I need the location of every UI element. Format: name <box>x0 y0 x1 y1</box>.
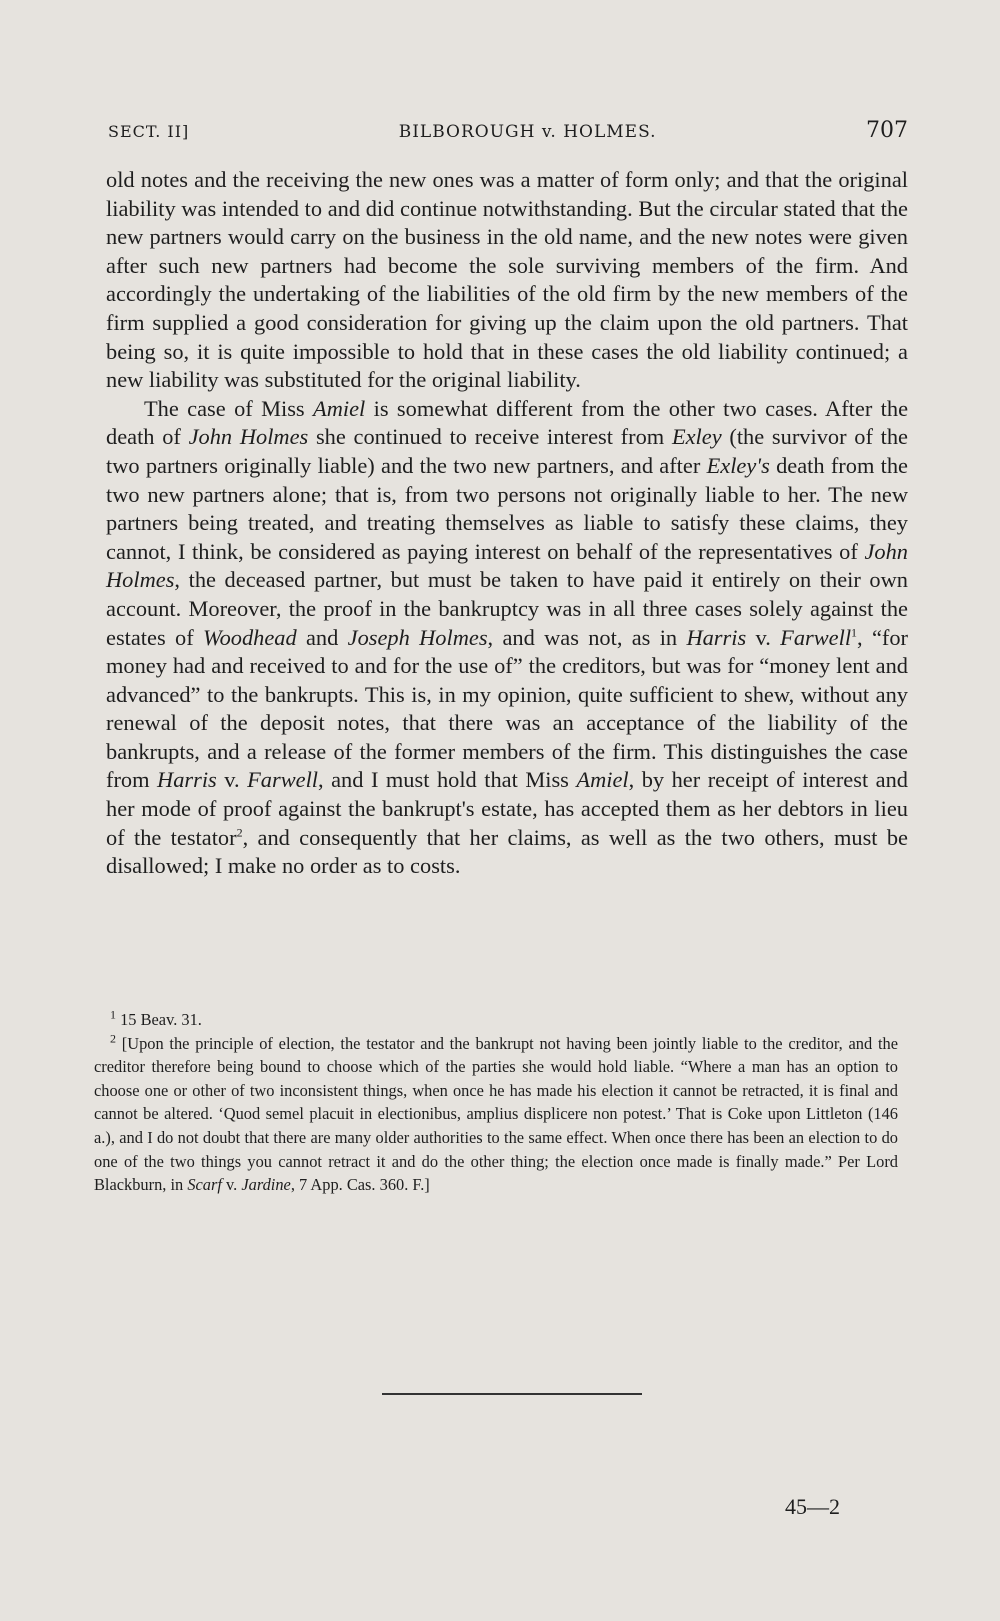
section-label: SECT. II] <box>108 122 190 141</box>
party-name: Exley <box>671 424 722 450</box>
party-name: John Holmes <box>106 538 908 593</box>
footnote-mark: 1 <box>110 1007 116 1022</box>
text-run: , and consequently that her claims, as well as the two others, must be disallowed; I make no order as to costs. <box>106 824 908 879</box>
text-run: , and was not, as in <box>487 624 687 650</box>
text-run: v. <box>216 767 248 793</box>
case-name: Jardine <box>241 1175 291 1195</box>
text-run: she continued to receive interest from <box>308 424 672 450</box>
text-run: , the deceased partner, but must be taken to have paid it entirely on their own account. Moreover, the proof in the bankruptcy was in all three cases solely against the estates of <box>106 567 908 650</box>
footnote-ref: 1 <box>851 625 858 640</box>
text-run: death from the two new partners alone; that is, from two persons not originally liable to her. The new partners being treated, and treating themselves as liable to satisfy these claims, they cannot, I think, be considered as paying interest on behalf of the representatives of <box>106 452 908 564</box>
party-name: Amiel <box>576 767 629 793</box>
party-name: John Holmes <box>188 424 309 450</box>
body-text <box>106 166 908 881</box>
paragraph-text: old notes and the receiving the new ones was a matter of form only; and that the original liability was intended to and did continue notwithstanding. But the circular stated that the new partners would carry on the business in the old name, and the new notes were given after such new partners had become the sole surviving members of the firm. And accordingly the undertaking of the liabilities of the old firm by the new members of the firm supplied a good consideration for giving up the claim upon the old partners. That being so, it is quite impossible to hold that in these cases the old liability continued; a new liability was substituted for the original liability. <box>106 167 908 393</box>
text-run: (the survivor of the two partners originally liable) and the two new partners, and after <box>106 424 908 478</box>
footnote-2 <box>94 1032 898 1197</box>
text-run: and <box>296 624 348 650</box>
footnotes <box>94 1008 898 1197</box>
footnote-ref: 2 <box>236 825 243 840</box>
running-header <box>108 118 908 148</box>
section-divider <box>382 1393 642 1395</box>
case-name: Scarf <box>187 1175 222 1195</box>
text-run: , and I must hold that Miss <box>318 767 577 793</box>
text-run: v. <box>746 624 781 650</box>
paragraph-amiel <box>106 395 908 881</box>
text-run: , “for money had and received to and for the use of” the creditors, but was for “money lent and advanced” to the bankrupts. This is, in my opinion, quite sufficient to shew, without any renewal of the deposit notes, that there was an acceptance of the liability of the bankrupts, and a release of the former members of the firm. This distinguishes the case from <box>106 624 909 793</box>
text-run: , by her receipt of interest and her mode of proof against the bankrupt's estate, has accepted them as her debtors in lieu of the testator <box>106 767 908 850</box>
party-name: Joseph Holmes <box>347 624 488 650</box>
case-name: Farwell <box>247 767 319 793</box>
text-run: is somewhat different from the other two cases. After the death of <box>106 395 909 450</box>
case-name: Harris <box>686 624 747 650</box>
case-name: Harris <box>157 767 217 793</box>
text-run: The case of Miss <box>144 395 314 421</box>
footnote-text: [Upon the principle of election, the testator and the bankrupt not having been jointly liable to the creditor, and the creditor therefore being bound to choose which of the parties she would hold liable. “Where a man has an option to choose one or other of two inconsistent things, when once he has made his election it cannot be retracted, it is final and cannot be altered. ‘Quod semel placuit in electionibus, amplius displicere non potest.’ That is Coke upon Littleton (146 a.), and I do not doubt that there are many older authorities to the same effect. When once there has been an election to do one of the two things you cannot retract it and do the other thing; the election once made is finally made.” Per Lord Blackburn, in <box>94 1033 898 1195</box>
running-title: BILBOROUGH v. HOLMES. <box>398 122 657 142</box>
paragraph-continued <box>106 166 908 395</box>
page-number: 707 <box>866 118 908 143</box>
footnote-text: v. <box>221 1175 242 1195</box>
footnote-text: , 7 App. Cas. 360. F.] <box>290 1175 430 1195</box>
footnote-mark: 2 <box>110 1031 116 1046</box>
party-name: Exley's <box>706 452 770 478</box>
signature-mark: 45—2 <box>785 1494 840 1519</box>
party-name: Woodhead <box>202 624 297 650</box>
footnote-1 <box>94 1008 898 1032</box>
footnote-text: 15 Beav. 31. <box>116 1010 202 1029</box>
case-name: Amiel <box>313 395 366 421</box>
case-name: Farwell <box>780 624 852 650</box>
